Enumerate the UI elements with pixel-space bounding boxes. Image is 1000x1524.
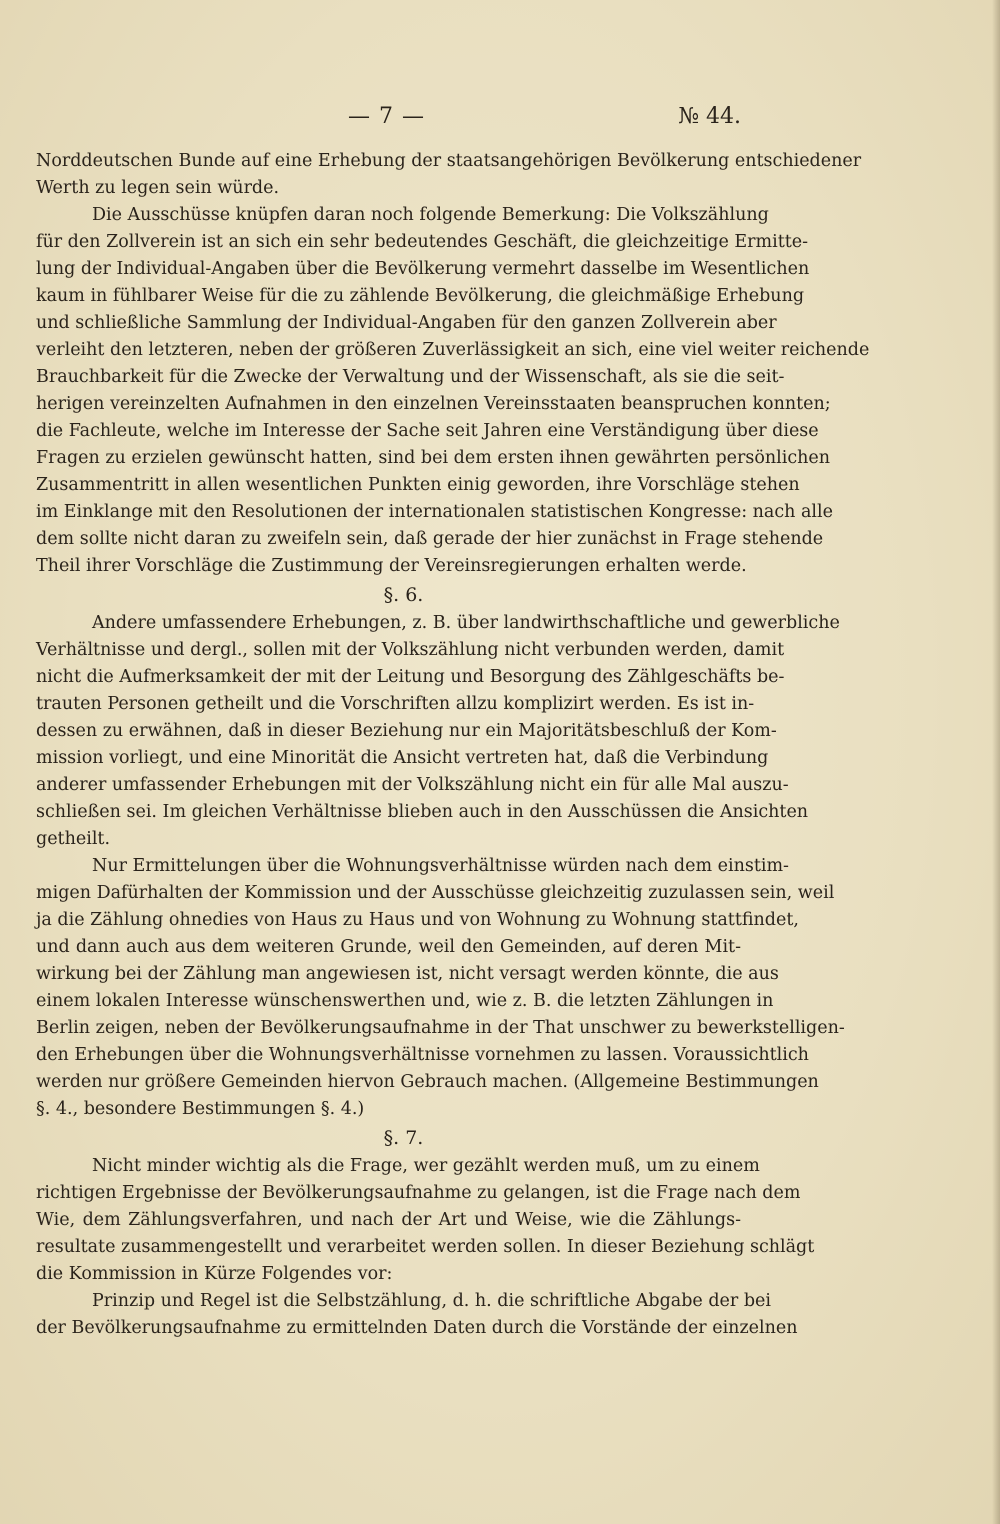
text-line: den Erhebungen über die Wohnungsverhältnisse vornehmen zu lassen. Voraussichtlich (36, 1045, 809, 1065)
text-line: herigen vereinzelten Aufnahmen in den einzelnen Vereinsstaaten beanspruchen konnten; (36, 394, 831, 414)
page-number: — 7 — (348, 104, 425, 129)
text-line: einem lokalen Interesse wünschenswerthen und, wie z. B. die letzten Zählungen in (36, 991, 774, 1011)
text-line: für den Zollverein ist an sich ein sehr bedeutendes Geschäft, die gleichzeitige Ermitte- (36, 232, 809, 252)
text-line: im Einklange mit den Resolutionen der internationalen statistischen Kongresse: nach alle (36, 502, 833, 522)
text-line: wirkung bei der Zählung man angewiesen ist, nicht versagt werden könnte, die aus (36, 964, 779, 984)
text-line: Zusammentritt in allen wesentlichen Punkten einig geworden, ihre Vorschläge stehen (36, 475, 800, 495)
text-line: Wie, dem Zählungsverfahren, und nach der Art und Weise, wie die Zählungs- (36, 1210, 741, 1230)
text-line: kaum in fühlbarer Weise für die zu zählende Bevölkerung, die gleichmäßige Erhebung (36, 286, 805, 306)
text-line: dem sollte nicht daran zu zweifeln sein, daß gerade der hier zunächst in Frage stehende (36, 529, 824, 549)
text-line: trauten Personen getheilt und die Vorschriften allzu komplizirt werden. Es ist in- (36, 694, 755, 714)
text-line: die Fachleute, welche im Interesse der Sache seit Jahren eine Verständigung über diese (36, 421, 819, 441)
text-line: Die Ausschüsse knüpfen daran noch folgende Bemerkung: Die Volkszählung (92, 205, 769, 225)
text-line: richtigen Ergebnisse der Bevölkerungsaufnahme zu gelangen, ist die Frage nach dem (36, 1183, 801, 1203)
page-edge-shadow (992, 0, 1000, 1524)
text-line: Werth zu legen sein würde. (36, 178, 280, 198)
text-line: migen Dafürhalten der Kommission und der Ausschüsse gleichzeitig zuzulassen sein, weil (36, 883, 835, 903)
text-line: Theil ihrer Vorschläge die Zustimmung der Vereinsregierungen erhalten werde. (36, 556, 747, 576)
body-text (36, 148, 870, 1342)
text-line: ja die Zählung ohnedies von Haus zu Haus und von Wohnung zu Wohnung stattfindet, (36, 910, 799, 930)
section-heading-6: §. 6. (383, 584, 424, 606)
text-line: werden nur größere Gemeinden hiervon Gebrauch machen. (Allgemeine Bestimmungen (36, 1072, 819, 1092)
text-line: schließen sei. Im gleichen Verhältnisse blieben auch in den Ausschüssen die Ansichten (36, 802, 809, 822)
text-line: Berlin zeigen, neben der Bevölkerungsaufnahme in der That unschwer zu bewerkstelligen- (36, 1018, 845, 1038)
document-number: № 44. (678, 104, 741, 129)
text-line: der Bevölkerungsaufnahme zu ermittelnden Daten durch die Vorstände der einzelnen (36, 1318, 798, 1338)
text-line: getheilt. (36, 829, 111, 849)
text-line: Norddeutschen Bunde auf eine Erhebung der staatsangehörigen Bevölkerung entschiedener (36, 151, 862, 171)
text-line: Verhältnisse und dergl., sollen mit der Volkszählung nicht verbunden werden, damit (36, 640, 785, 660)
text-line: nicht die Aufmerksamkeit der mit der Leitung und Besorgung des Zählgeschäfts be- (36, 667, 785, 687)
text-line: Nur Ermittelungen über die Wohnungsverhältnisse würden nach dem einstim- (92, 856, 789, 876)
text-line: resultate zusammengestellt und verarbeitet werden sollen. In dieser Beziehung schlägt (36, 1237, 815, 1257)
text-line: und dann auch aus dem weiteren Grunde, weil den Gemeinden, auf deren Mit- (36, 937, 741, 957)
text-line: anderer umfassender Erhebungen mit der Volkszählung nicht ein für alle Mal auszu- (36, 775, 789, 795)
page-header (36, 104, 741, 138)
text-line: Prinzip und Regel ist die Selbstzählung, d. h. die schriftliche Abgabe der bei (92, 1291, 771, 1311)
text-line: mission vorliegt, und eine Minorität die Ansicht vertreten hat, daß die Verbindung (36, 748, 769, 768)
text-line: lung der Individual-Angaben über die Bevölkerung vermehrt dasselbe im Wesentlichen (36, 259, 810, 279)
text-line: Fragen zu erzielen gewünscht hatten, sind bei dem ersten ihnen gewährten persönlichen (36, 448, 831, 468)
text-line: verleiht den letzteren, neben der größeren Zuverlässigkeit an sich, eine viel weiter reichende (36, 340, 870, 360)
section-heading-7: §. 7. (383, 1127, 424, 1149)
text-line: Nicht minder wichtig als die Frage, wer gezählt werden muß, um zu einem (92, 1156, 760, 1176)
text-line: Brauchbarkeit für die Zwecke der Verwaltung und der Wissenschaft, als sie die seit- (36, 367, 785, 387)
text-line: dessen zu erwähnen, daß in dieser Beziehung nur ein Majoritätsbeschluß der Kom- (36, 721, 777, 741)
text-line: die Kommission in Kürze Folgendes vor: (36, 1264, 393, 1284)
text-line: und schließliche Sammlung der Individual-Angaben für den ganzen Zollverein aber (36, 313, 777, 333)
text-line: Andere umfassendere Erhebungen, z. B. über landwirthschaftliche und gewerbliche (92, 613, 840, 633)
text-line: §. 4., besondere Bestimmungen §. 4.) (36, 1099, 365, 1119)
